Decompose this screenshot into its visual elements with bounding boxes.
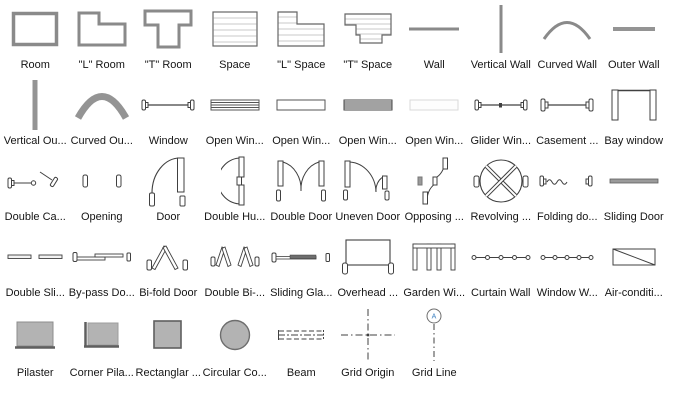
folding-door-icon: [534, 152, 601, 210]
shape-label: Double Hu...: [204, 211, 266, 223]
shape-label: Vertical Ou...: [3, 135, 67, 147]
grid-line-icon: [401, 304, 468, 366]
t-space-icon: [335, 0, 402, 58]
shape-label: Vertical Wall: [470, 59, 531, 71]
l-room-icon: [69, 0, 136, 58]
shape-label: Window: [148, 135, 188, 147]
shape-label: Curved Ou...: [70, 135, 133, 147]
shape-label: Pilaster: [16, 367, 54, 379]
bifold-door-icon: [135, 228, 202, 286]
shape-sliding-door[interactable]: [601, 152, 668, 228]
shape-open-window-1[interactable]: [202, 76, 269, 152]
shape-label: Grid Origin: [341, 367, 395, 379]
shape-label: Sliding Door: [603, 211, 664, 223]
opposing-doors-icon: [401, 152, 468, 210]
grid-line-letter: A: [431, 313, 437, 321]
shape-label: Revolving ...: [470, 211, 532, 223]
shape-garden-window[interactable]: [401, 228, 468, 304]
shape-label: Beam: [286, 367, 316, 379]
shape-double-hung[interactable]: [202, 152, 269, 228]
double-bifold-icon: [202, 228, 269, 286]
shape-curved-wall[interactable]: [534, 0, 601, 76]
shape-label: Curtain Wall: [471, 287, 531, 299]
shape-curtain-wall[interactable]: [468, 228, 535, 304]
shape-label: Double Bi-...: [204, 287, 266, 299]
open-window-outline-icon: [268, 76, 335, 134]
open-window-faint-icon: [401, 76, 468, 134]
shape-opposing-doors[interactable]: [401, 152, 468, 228]
shape-label: Casement ...: [536, 135, 599, 147]
shape-l-room[interactable]: [69, 0, 136, 76]
shape-casement-window[interactable]: [534, 76, 601, 152]
shape-label: Corner Pila...: [69, 367, 134, 379]
door-icon: [135, 152, 202, 210]
shape-grid-line[interactable]: [401, 304, 468, 384]
l-space-icon: [268, 0, 335, 58]
shape-curved-outer-wall[interactable]: [69, 76, 136, 152]
air-conditioner-icon: [601, 228, 668, 286]
beam-icon: [268, 304, 335, 366]
shape-glider-window[interactable]: [468, 76, 535, 152]
shape-wall[interactable]: [401, 0, 468, 76]
shape-label: Room: [20, 59, 50, 71]
shape-label: Open Win...: [205, 135, 264, 147]
shape-label: Glider Win...: [470, 135, 531, 147]
shape-bifold-door[interactable]: [135, 228, 202, 304]
uneven-door-icon: [335, 152, 402, 210]
shape-outer-wall[interactable]: [601, 0, 668, 76]
shape-door[interactable]: [135, 152, 202, 228]
shape-corner-pilaster[interactable]: [69, 304, 136, 384]
shape-circular-column[interactable]: [202, 304, 269, 384]
corner-pilaster-icon: [69, 304, 136, 366]
shape-label: Door: [156, 211, 181, 223]
shape-l-space[interactable]: [268, 0, 335, 76]
shape-overhead-door[interactable]: [335, 228, 402, 304]
shape-label: Sliding Gla...: [270, 287, 333, 299]
shape-label: "L" Room: [78, 59, 125, 71]
shape-label: Rectanglar ...: [135, 367, 201, 379]
shape-double-bifold[interactable]: [202, 228, 269, 304]
shape-label: Uneven Door: [335, 211, 401, 223]
shape-air-conditioner[interactable]: [601, 228, 668, 304]
shape-label: By-pass Do...: [68, 287, 135, 299]
shape-label: Garden Wi...: [403, 287, 466, 299]
shape-t-room[interactable]: [135, 0, 202, 76]
shape-folding-door[interactable]: [534, 152, 601, 228]
shape-window[interactable]: [135, 76, 202, 152]
shape-label: Opposing ...: [404, 211, 464, 223]
shape-sliding-glass[interactable]: [268, 228, 335, 304]
curtain-wall-icon: [468, 228, 535, 286]
shape-label: Opening: [80, 211, 123, 223]
shape-label: Window W...: [536, 287, 598, 299]
shape-window-wall[interactable]: [534, 228, 601, 304]
t-room-icon: [135, 0, 202, 58]
shape-label: Open Win...: [405, 135, 464, 147]
rectangular-column-icon: [135, 304, 202, 366]
sliding-door-icon: [601, 152, 668, 210]
overhead-door-icon: [335, 228, 402, 286]
shape-opening[interactable]: [69, 152, 136, 228]
window-icon: [135, 76, 202, 134]
shape-room[interactable]: [2, 0, 69, 76]
shape-grid-origin[interactable]: [335, 304, 402, 384]
shape-rectangular-column[interactable]: [135, 304, 202, 384]
curved-outer-wall-icon: [69, 76, 136, 134]
outer-wall-icon: [601, 0, 668, 58]
shape-label: Space: [219, 59, 251, 71]
double-sliding-icon: [2, 228, 69, 286]
shape-double-sliding[interactable]: [2, 228, 69, 304]
wall-icon: [401, 0, 468, 58]
shape-label: Circular Co...: [202, 367, 267, 379]
shape-label: Grid Line: [411, 367, 457, 379]
shape-label: Bi-fold Door: [139, 287, 198, 299]
shape-label: Open Win...: [338, 135, 397, 147]
shape-double-casement[interactable]: [2, 152, 69, 228]
bay-window-icon: [601, 76, 668, 134]
sliding-glass-icon: [268, 228, 335, 286]
space-icon: [202, 0, 269, 58]
shape-open-window-3[interactable]: [335, 76, 402, 152]
shape-label: Folding do...: [536, 211, 598, 223]
double-door-icon: [268, 152, 335, 210]
pilaster-icon: [2, 304, 69, 366]
open-window-dense-icon: [335, 76, 402, 134]
room-icon: [2, 0, 69, 58]
revolving-door-icon: [468, 152, 535, 210]
curved-wall-icon: [534, 0, 601, 58]
shape-label: Curved Wall: [537, 59, 597, 71]
shape-bay-window[interactable]: [601, 76, 668, 152]
shape-label: "T" Space: [343, 59, 393, 71]
shape-uneven-door[interactable]: [335, 152, 402, 228]
shape-double-door[interactable]: [268, 152, 335, 228]
garden-window-icon: [401, 228, 468, 286]
shape-label: Open Win...: [272, 135, 331, 147]
opening-icon: [69, 152, 136, 210]
shape-label: Wall: [423, 59, 445, 71]
shape-label: Outer Wall: [607, 59, 660, 71]
shape-open-window-4[interactable]: [401, 76, 468, 152]
double-casement-icon: [2, 152, 69, 210]
open-window-striped-icon: [202, 76, 269, 134]
shape-label: Double Door: [270, 211, 333, 223]
window-wall-icon: [534, 228, 601, 286]
glider-window-icon: [468, 76, 535, 134]
vertical-outer-wall-icon: [2, 76, 69, 134]
shape-vertical-wall[interactable]: [468, 0, 535, 76]
shape-bypass-door[interactable]: [69, 228, 136, 304]
shape-label: "T" Room: [144, 59, 192, 71]
double-hung-icon: [202, 152, 269, 210]
casement-window-icon: [534, 76, 601, 134]
shape-label: Double Ca...: [4, 211, 66, 223]
shape-label: Bay window: [604, 135, 664, 147]
shape-label: Overhead ...: [337, 287, 399, 299]
shape-space[interactable]: [202, 0, 269, 76]
shape-revolving-door[interactable]: [468, 152, 535, 228]
shape-vertical-outer-wall[interactable]: [2, 76, 69, 152]
bypass-door-icon: [69, 228, 136, 286]
shape-t-space[interactable]: [335, 0, 402, 76]
shape-label: "L" Space: [277, 59, 326, 71]
shape-label: Air-conditi...: [604, 287, 663, 299]
vertical-wall-icon: [468, 0, 535, 58]
shape-open-window-2[interactable]: [268, 76, 335, 152]
shape-beam[interactable]: [268, 304, 335, 384]
circular-column-icon: [202, 304, 269, 366]
shape-label: Double Sli...: [5, 287, 65, 299]
grid-origin-icon: [335, 304, 402, 366]
shape-pilaster[interactable]: [2, 304, 69, 384]
